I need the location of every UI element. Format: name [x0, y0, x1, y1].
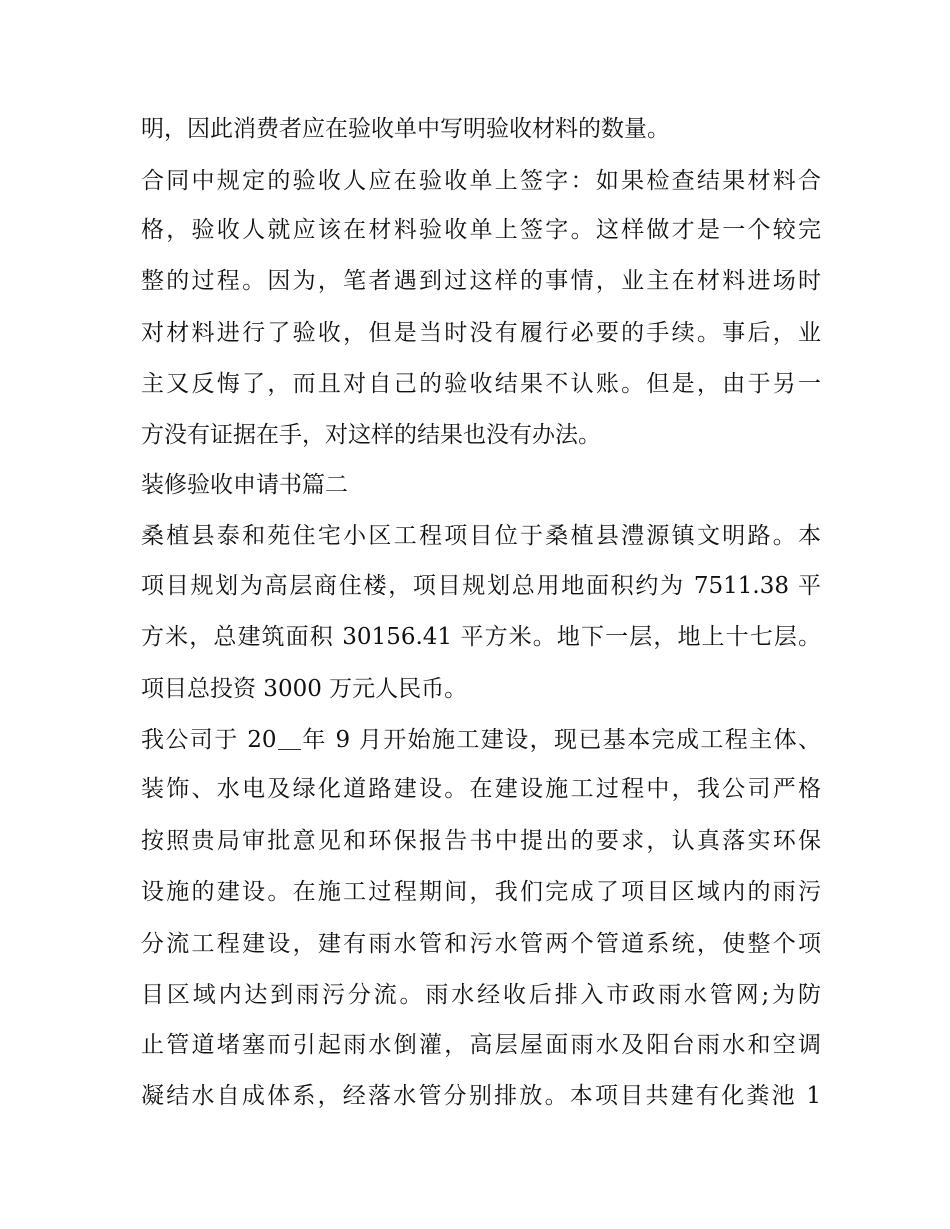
text-line: 格，验收人就应该在材料验收单上签字。这样做才是一个较完: [141, 217, 821, 243]
text-line: 方米，总建筑面积 30156.41 平方米。地下一层，地上十七层。: [141, 624, 821, 650]
text-line: 对材料进行了验收，但是当时没有履行必要的手续。事后，业: [141, 320, 821, 346]
text-line: 止管道堵塞而引起雨水倒灌，高层屋面雨水及阳台雨水和空调: [141, 1032, 821, 1058]
text-line: 合同中规定的验收人应在验收单上签字：如果检查结果材料合: [141, 168, 821, 194]
text-line: 分流工程建设，建有雨水管和污水管两个管道系统，使整个项: [141, 931, 821, 957]
text-line: 主又反悔了，而且对自己的验收结果不认账。但是，由于另一: [141, 371, 821, 397]
section-heading: 装修验收申请书篇二: [141, 472, 348, 498]
text-line: 整的过程。因为，笔者遇到过这样的事情，业主在材料进场时: [141, 268, 821, 294]
text-line: 目区域内达到雨污分流。雨水经收后排入市政雨水管网;为防: [141, 982, 821, 1008]
text-line: 项目总投资 3000 万元人民币。: [141, 676, 468, 702]
text-line: 明，因此消费者应在验收单中写明验收材料的数量。: [141, 116, 670, 142]
text-line: 装饰、水电及绿化道路建设。在建设施工过程中，我公司严格: [141, 776, 821, 802]
text-line: 按照贵局审批意见和环保报告书中提出的要求，认真落实环保: [141, 828, 821, 854]
text-line: 凝结水自成体系，经落水管分别排放。本项目共建有化粪池 1: [141, 1083, 821, 1109]
text-line: 我公司于 20＿年 9 月开始施工建设，现已基本完成工程主体、: [141, 727, 821, 753]
text-line: 项目规划为高层商住楼，项目规划总用地面积约为 7511.38 平: [141, 573, 821, 599]
text-line: 桑植县泰和苑住宅小区工程项目位于桑植县澧源镇文明路。本: [141, 523, 821, 549]
text-line: 设施的建设。在施工过程期间，我们完成了项目区域内的雨污: [141, 879, 821, 905]
text-line: 方没有证据在手，对这样的结果也没有办法。: [141, 422, 601, 448]
